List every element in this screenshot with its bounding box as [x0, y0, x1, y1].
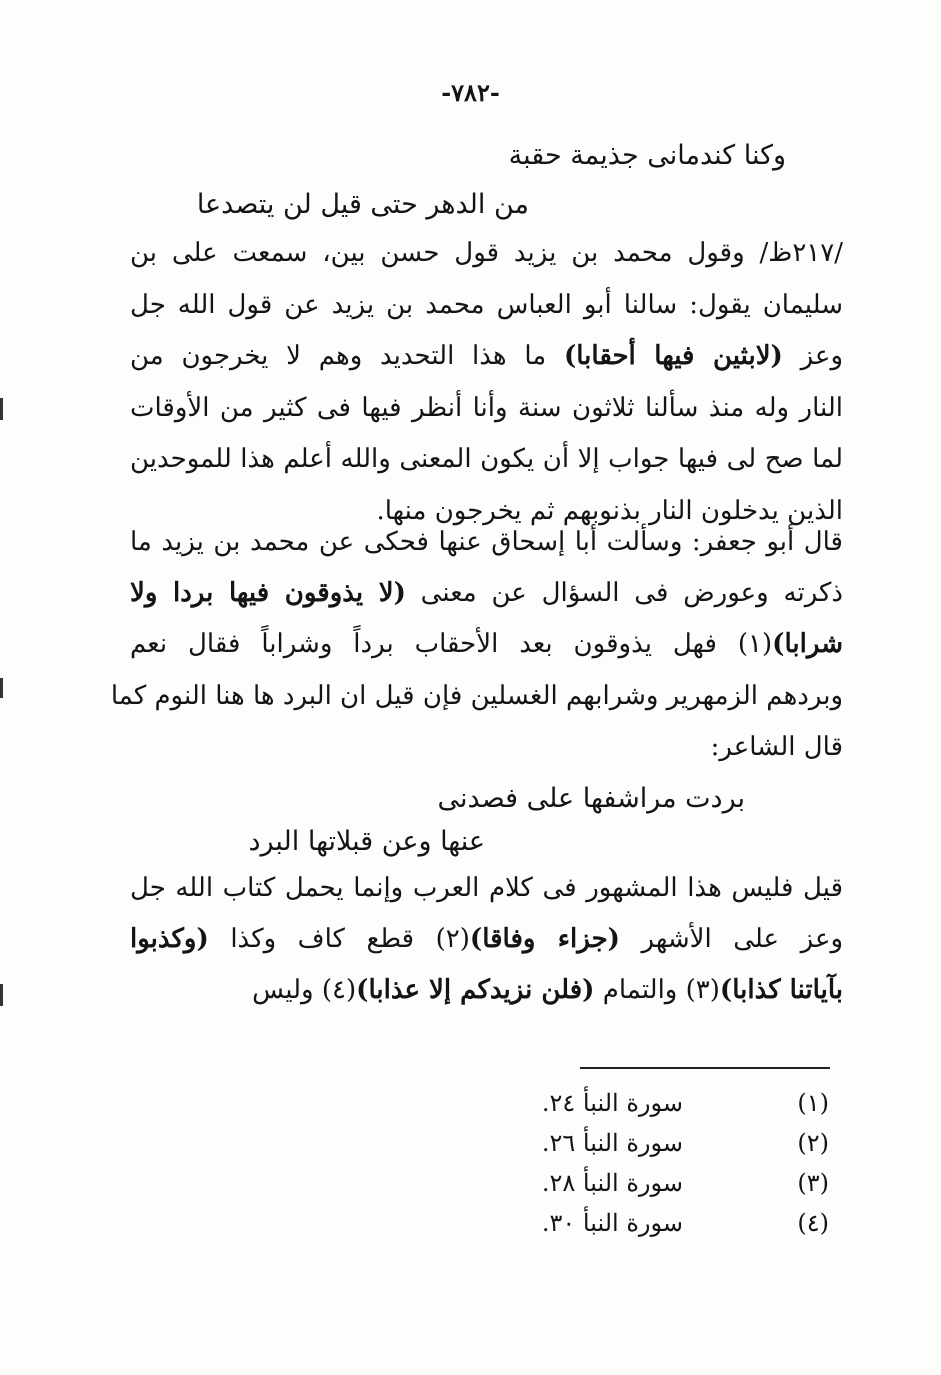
footnote-text: سورة النبأ ٢٨. — [541, 1169, 683, 1197]
text-line — [130, 393, 843, 423]
text-segment: وبردهم الزمهرير وشرابهم الغسلين فإن قيل ان البرد ها هنا النوم كما — [110, 680, 843, 711]
footnote-text: سورة النبأ ٣٠. — [541, 1209, 683, 1237]
quran-quote: (لابثين فيها أحقابا) — [563, 341, 783, 372]
text-line — [130, 496, 843, 526]
footnote-number: (١) — [797, 1089, 829, 1117]
text-segment: الذين يدخلون النار بذنوبهم ثم يخرجون منها. — [376, 496, 843, 526]
quran-quote: بآياتنا كذابا) — [719, 975, 843, 1005]
text-line — [130, 732, 843, 762]
text-line — [130, 975, 843, 1005]
text-segment: (١) فهل يذوقون بعد الأحقاب برداً وشراباً فقال نعم — [130, 629, 773, 660]
text-segment: ذكرته وعورض فى السؤال عن معنى — [405, 578, 843, 609]
footnote-text: سورة النبأ ٢٦. — [541, 1129, 683, 1157]
footnote-number: (٢) — [797, 1129, 829, 1157]
text-line — [110, 680, 843, 711]
quran-quote: (فلن نزيدكم إلا عذابا) — [356, 975, 595, 1005]
text-segment: وعز — [782, 341, 844, 372]
poem2-hemistich2: عنها وعن قبلاتها البرد — [248, 826, 485, 857]
text-line — [130, 873, 843, 903]
text-line — [130, 578, 843, 608]
poem1-hemistich2: من الدهر حتى قيل لن يتصدعا — [196, 189, 529, 220]
text-segment: وعز على الأشهر — [619, 924, 844, 954]
footnote-separator — [580, 1067, 830, 1069]
poem2-hemistich1: بردت مراشفها على فصدنى — [437, 783, 745, 814]
text-segment: (٣) والتمام — [594, 975, 720, 1005]
footnote-text: سورة النبأ ٢٤. — [541, 1089, 683, 1117]
poem1-hemistich1: وكنا كندمانى جذيمة حقبة — [508, 140, 786, 171]
text-segment: /٢١٧ظ/ وقول محمد بن يزيد قول حسن بين، سمعت على بن — [130, 238, 843, 268]
text-segment: قيل فليس هذا المشهور فى كلام العرب وإنما يحمل كتاب الله جل — [130, 873, 843, 903]
text-segment: قال الشاعر: — [710, 731, 843, 762]
text-segment: (٤) وليس — [252, 975, 357, 1005]
quran-quote: (وكذبوا — [130, 924, 209, 954]
text-line — [130, 527, 843, 557]
page-number: -٧٨٢- — [441, 78, 500, 107]
margin-mark — [0, 678, 3, 698]
text-segment: ما هذا التحديد وهم لا يخرجون من — [130, 341, 564, 372]
text-segment: لما صح لى فيها جواب إلا أن يكون المعنى والله أعلم هذا للموحدين — [130, 444, 843, 475]
margin-mark — [0, 984, 3, 1006]
quran-quote: شرابا) — [772, 629, 843, 660]
text-segment: قال أبو جعفر: وسألت أبا إسحاق عنها فحكى عن محمد بن يزيد ما — [130, 527, 843, 557]
text-line — [130, 290, 843, 320]
text-line — [130, 444, 843, 474]
text-line — [130, 341, 843, 371]
footnote-number: (٤) — [797, 1209, 829, 1237]
text-segment: (٢) قطع كاف وكذا — [208, 924, 470, 954]
text-segment: سليمان يقول: سالنا أبو العباس محمد بن يزيد عن قول الله جل — [130, 289, 843, 320]
quran-quote: (لا يذوقون فيها بردا ولا — [130, 578, 406, 609]
text-line — [130, 238, 843, 268]
text-line — [130, 924, 843, 954]
quran-quote: (جزاء وفاقا) — [469, 924, 620, 954]
text-segment: النار وله منذ سألنا ثلاثون سنة وأنا أنظر فيها فى كثير من الأوقات — [130, 392, 843, 423]
margin-mark — [0, 398, 3, 420]
text-line — [130, 629, 843, 659]
footnote-number: (٣) — [797, 1169, 829, 1197]
